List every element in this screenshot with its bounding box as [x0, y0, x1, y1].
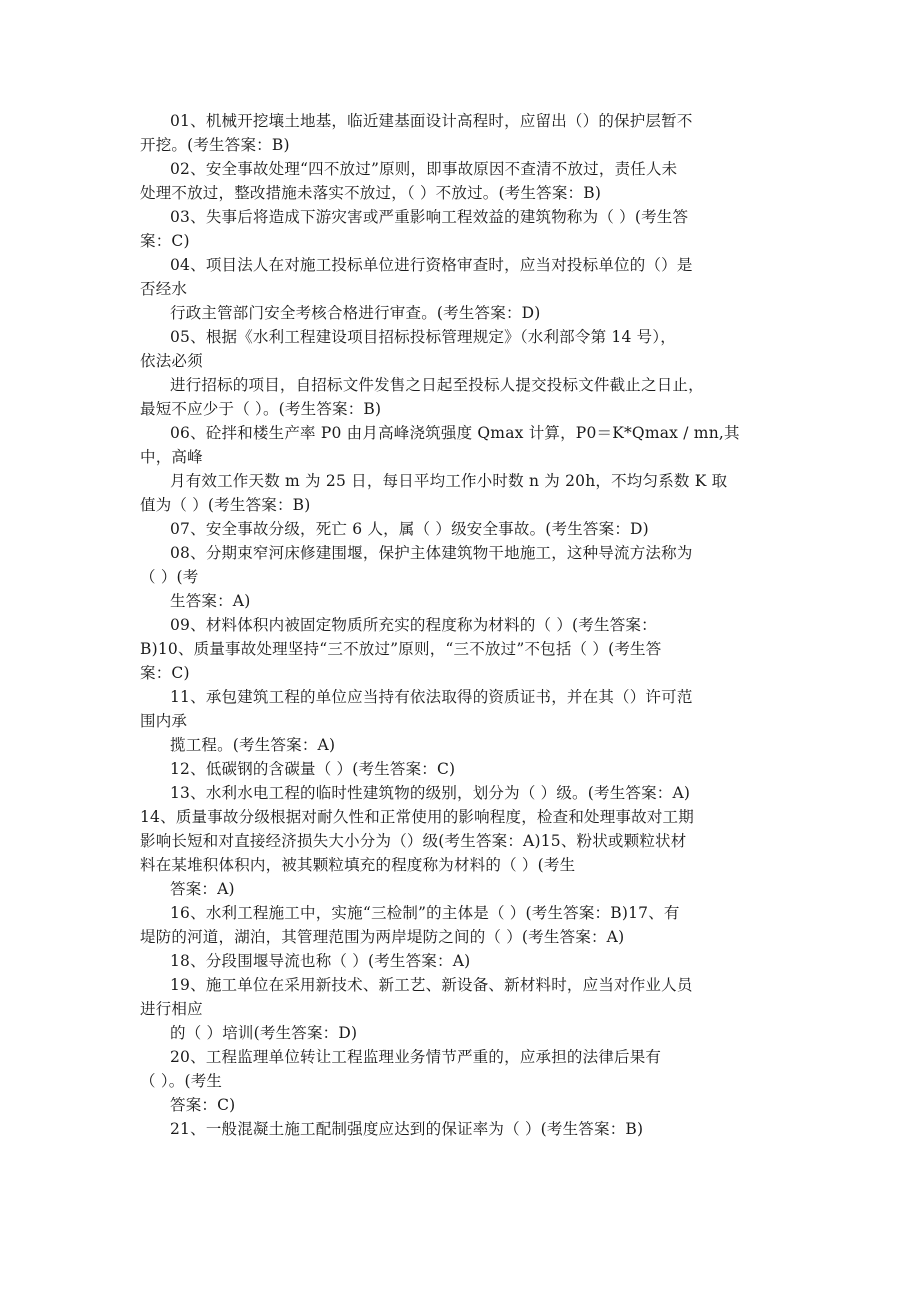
q06-line-3: 月有效工作天数 m 为 25 日，每日平均工作小时数 n 为 20h，不均匀系数 K 取	[170, 472, 728, 490]
q11-line-1: 11、承包建筑工程的单位应当持有依法取得的资质证书，并在其（）许可范	[170, 688, 693, 706]
q04-line-2: 否经水	[140, 280, 188, 298]
q19-line-3: 的（ ）培训(考生答案：D)	[170, 1024, 358, 1042]
q21-line-1: 21、一般混凝土施工配制强度应达到的保证率为（ ）(考生答案：B)	[170, 1120, 644, 1138]
q04-line-1: 04、项目法人在对施工投标单位进行资格审查时，应当对投标单位的（）是	[170, 256, 693, 274]
q12-line-1: 12、低碳钢的含碳量（ ）(考生答案：C)	[170, 760, 456, 778]
q20-line-3: 答案：C)	[170, 1096, 236, 1114]
q06-line-1: 06、砼拌和楼生产率 P0 由月高峰浇筑强度 Qmax 计算，P0＝K*Qmax / mn,其	[170, 424, 740, 442]
q03-line-1: 03、失事后将造成下游灾害或严重影响工程效益的建筑物称为（ ）(考生答	[170, 208, 689, 226]
q08-line-1: 08、分期束窄河床修建围堰，保护主体建筑物干地施工，这种导流方法称为	[170, 544, 693, 562]
q16-line-1: 16、水利工程施工中，实施“三检制”的主体是（ ）(考生答案：B)17、有	[170, 904, 680, 922]
q08-line-2: （ ）(考	[140, 568, 199, 586]
q20-line-1: 20、工程监理单位转让工程监理业务情节严重的，应承担的法律后果有	[170, 1048, 662, 1066]
q19-line-2: 进行相应	[140, 1000, 203, 1018]
q06-line-2: 中，高峰	[140, 448, 203, 466]
q19-line-1: 19、施工单位在采用新技术、新工艺、新设备、新材料时，应当对作业人员	[170, 976, 693, 994]
q11-line-3: 揽工程。(考生答案：A)	[170, 736, 336, 754]
q05-line-4: 最短不应少于（ ）。(考生答案：B)	[140, 400, 382, 418]
q15-line-1: 料在某堆积体积内，被其颗粒填充的程度称为材料的（ ）(考生	[140, 856, 576, 874]
q02-line-2: 处理不放过，整改措施未落实不放过，（ ）不放过。(考生答案：B)	[140, 184, 602, 202]
q07-line-1: 07、安全事故分级，死亡 6 人，属（ ）级安全事故。(考生答案：D)	[170, 520, 649, 538]
q17-line-1: 堤防的河道，湖泊，其管理范围为两岸堤防之间的（ ）(考生答案：A)	[140, 928, 625, 946]
q20-line-2: （ ）。(考生	[140, 1072, 223, 1090]
q13-line-1: 13、水利水电工程的临时性建筑物的级别，划分为（ ）级。(考生答案：A)	[170, 784, 691, 802]
q14-line-2: 影响长短和对直接经济损失大小分为（）级(考生答案：A)15、粉状或颗粒状材	[140, 832, 687, 850]
q02-line-1: 02、安全事故处理“四不放过”原则，即事故原因不查清不放过，责任人未	[170, 160, 678, 178]
q10-line-1: B)10、质量事故处理坚持“三不放过”原则，“三不放过”不包括（ ）(考生答	[140, 640, 662, 658]
q11-line-2: 围内承	[140, 712, 188, 730]
q08-line-3: 生答案：A)	[170, 592, 251, 610]
q03-line-2: 案：C)	[140, 232, 190, 250]
q14-line-1: 14、质量事故分级根据对耐久性和正常使用的影响程度，检查和处理事故对工期	[140, 808, 694, 826]
q05-line-1: 05、根据《水利工程建设项目招标投标管理规定》（水利部令第 14 号），	[170, 328, 677, 346]
q01-line-1: 01、机械开挖壤土地基，临近建基面设计高程时，应留出（）的保护层暂不	[170, 112, 693, 130]
q04-line-3: 行政主管部门安全考核合格进行审查。(考生答案：D)	[170, 304, 541, 322]
q09-line-1: 09、材料体积内被固定物质所充实的程度称为材料的（ ）(考生答案：	[170, 616, 657, 634]
q18-line-1: 18、分段围堰导流也称（ ）(考生答案：A)	[170, 952, 471, 970]
q05-line-2: 依法必须	[140, 352, 203, 370]
q06-line-4: 值为（ ）(考生答案：B)	[140, 496, 311, 514]
q15-line-2: 答案：A)	[170, 880, 235, 898]
q05-line-3: 进行招标的项目，自招标文件发售之日起至投标人提交投标文件截止之日止，	[170, 376, 704, 394]
q10-line-2: 案：C)	[140, 664, 190, 682]
q01-line-2: 开挖。(考生答案：B)	[140, 136, 290, 154]
